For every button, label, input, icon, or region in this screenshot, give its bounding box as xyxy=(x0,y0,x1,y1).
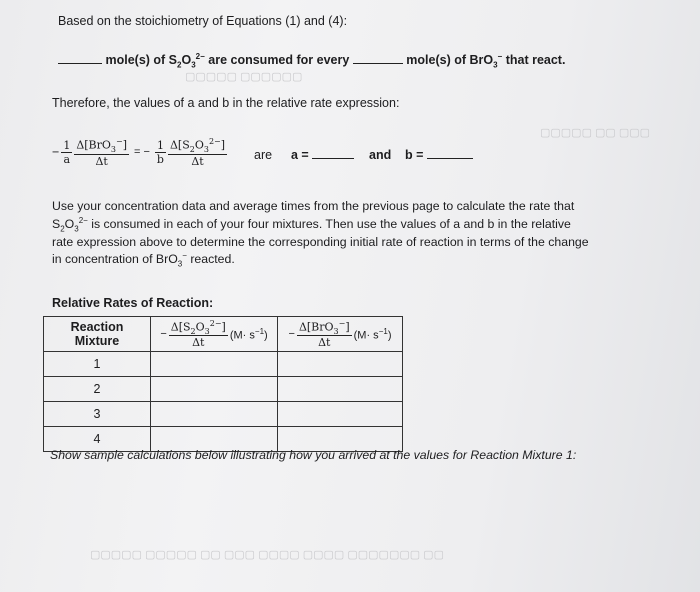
are-label: are xyxy=(254,148,273,162)
thiosulfate-rate-cell[interactable] xyxy=(151,352,278,377)
mixture-number: 4 xyxy=(44,427,151,452)
blank-a-value[interactable] xyxy=(312,148,354,159)
and-label: and xyxy=(369,148,392,162)
table-row xyxy=(44,352,403,377)
bromate-rate-cell[interactable] xyxy=(278,352,403,377)
rate-expression: − $\frac{1}{a}$ $\frac{\Delta[BrO_3^-]}{\Delta t}$ = − $\frac{1}{b}$ $\frac{\Delta[S_2O_3^{2-}]}{\Delta t}$ xyxy=(52,137,226,168)
therefore-text: Therefore, the values of a and b in the relative rate expression: xyxy=(52,96,400,110)
table-title: Relative Rates of Reaction: xyxy=(52,296,214,310)
bromate-rate-cell[interactable] xyxy=(278,377,403,402)
table-row xyxy=(44,402,403,427)
table-row xyxy=(44,377,403,402)
relative-rates-table xyxy=(43,316,403,452)
header-bromate-rate: − $\frac{\Delta[BrO_3^-]}{\Delta t}$ $(M\cdot s^{-1})$ xyxy=(278,317,403,352)
bleed-through-text: ▢▢▢▢▢ ▢▢▢▢▢▢ xyxy=(185,71,303,83)
mixture-number: 2 xyxy=(44,377,151,402)
bromate-rate-cell[interactable] xyxy=(278,402,403,427)
thiosulfate-rate-cell[interactable] xyxy=(151,377,278,402)
bleed-through-text: ▢▢▢▢▢ ▢▢▢▢▢ ▢▢ ▢▢▢ ▢▢▢▢ ▢▢▢▢ ▢▢▢▢▢▢▢ ▢▢ xyxy=(90,549,444,561)
blank-b-value[interactable] xyxy=(427,148,473,159)
intro-text: Based on the stoichiometry of Equations (1) and (4): xyxy=(58,14,348,28)
instructions-paragraph: Use your concentration data and average times from the previous page to calculate the rate that $S_2O_3^{2-}$ is consumed in each of your four mixtures. Then use the values of a and b in the relative rate expression above to determine the corresponding initial rate of reaction in terms of the change in concentration of BrO$_3$− reacted. xyxy=(52,199,589,269)
blank-thiosulfate-moles[interactable] xyxy=(58,53,102,64)
a-equals-label: a = xyxy=(291,148,354,162)
table-header-row xyxy=(44,317,403,352)
thiosulfate-rate-cell[interactable] xyxy=(151,402,278,427)
header-thiosulfate-rate: − $\frac{\Delta[S_2O_3^{2-}]}{\Delta t}$ $(M\cdot s^{-1})$ xyxy=(151,317,278,352)
header-reaction-mixture: Reaction Mixture xyxy=(44,317,151,352)
sample-calculations-prompt: Show sample calculations below illustrating how you arrived at the values for Reaction Mixture 1: xyxy=(50,448,577,462)
blank-bromate-moles[interactable] xyxy=(353,53,403,64)
b-equals-label: b = xyxy=(405,148,473,162)
mixture-number: 1 xyxy=(44,352,151,377)
bleed-through-text: ▢▢▢▢▢ ▢▢ ▢▢▢ xyxy=(540,127,651,139)
stoichiometry-sentence: mole(s) of $S_2O_3^{2-}$ are consumed for every mole(s) of BrO$_3$− that react. xyxy=(58,52,565,70)
mixture-number: 3 xyxy=(44,402,151,427)
